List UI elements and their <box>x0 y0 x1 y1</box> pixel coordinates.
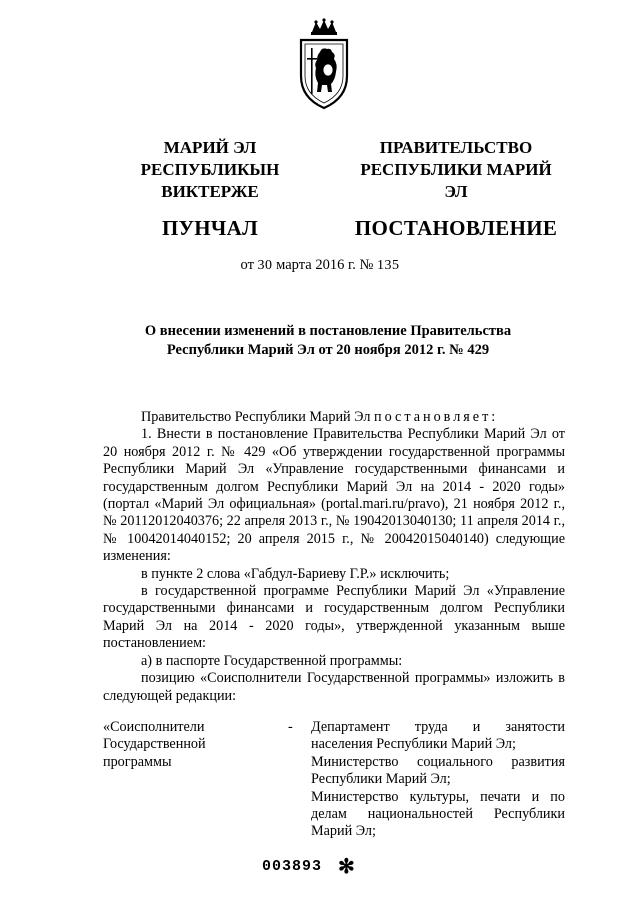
table-left-line3: программы <box>103 753 172 770</box>
header-left-doc-type: ПУНЧАЛ <box>161 216 259 240</box>
header-right-line1: ПРАВИТЕЛЬСТВО <box>379 138 533 157</box>
title-line1: О внесении изменений в постановление Правительства <box>144 323 512 339</box>
document-date-number <box>0 257 640 274</box>
header-russian <box>352 137 560 239</box>
document-body <box>103 409 565 705</box>
docline-prefix: от <box>240 257 254 273</box>
table-item: Департамент труда и занятости населения Республики Марий Эл; <box>311 719 565 753</box>
header-right-doc-type: ПОСТАНОВЛЕНИЕ <box>354 216 558 240</box>
header-left-line2: ВИКТЕРЖЕ <box>161 182 259 201</box>
coat-of-arms-emblem <box>298 18 350 110</box>
paragraph-3: в государственной программе Республики Марий Эл «Управление государственными финансами и государственным долгом Республики Марий Эл на 2014 - 2020 годы», утвержденной указанным выше постановлением: <box>103 583 565 652</box>
table-item: Министерство социального развития Республики Марий Эл; <box>311 753 565 788</box>
form-serial-number: 003893 <box>262 858 323 875</box>
table-left-line2: Государственной <box>103 736 206 753</box>
table-right-column <box>311 719 565 841</box>
paragraph-5: позицию «Соисполнители Государственной программы» изложить в следующей редакции: <box>103 670 565 704</box>
paragraph-1: 1. Внести в постановление Правительства Республики Марий Эл от 20 ноября 2012 г. № 429 «Об утверждении государственной программы Республики Марий Эл «Управление государственными финансами и государственным долгом Республики Марий Эл на 2014 - 2020 годы» (портал «Марий Эл официальная» (portal.mari.ru/pravo), 21 ноября 2012 г., № 20112012040376; 22 апреля 2013 г., № 19042013040130; 11 апреля 2014 г., № 10042014040152; 20 апреля 2015 г., № 20042015040140) следующие изменения: <box>103 426 565 565</box>
header-marian <box>96 137 324 239</box>
title-line2: Республики Марий Эл от 20 ноября 2012 г. № 429 <box>166 342 490 358</box>
paragraph-4: а) в паспорте Государственной программы: <box>141 652 403 669</box>
docline-month-year: марта 2016 г. № <box>276 257 374 273</box>
header-right-line2: РЕСПУБЛИКИ МАРИЙ ЭЛ <box>360 160 552 201</box>
preamble-verb: постановляет: <box>373 409 499 425</box>
header-left-line1: МАРИЙ ЭЛ РЕСПУБЛИКЫН <box>140 138 280 179</box>
table-item: Министерство культуры, печати и по делам национальностей Республики Марий Эл; <box>311 788 565 840</box>
paragraph-2: в пункте 2 слова «Габдул-Бариеву Г.Р.» исключить; <box>141 565 450 582</box>
docline-number: 135 <box>376 258 400 273</box>
paragraph-preamble <box>103 409 565 426</box>
document-title <box>96 322 560 360</box>
table-left-line1: «Соисполнители <box>103 719 205 735</box>
asterisk-mark: ✻ <box>338 856 355 878</box>
preamble-subject: Правительство Республики Марий Эл <box>141 409 371 425</box>
table-left-column <box>103 719 263 771</box>
table-dash: - <box>288 719 293 735</box>
docline-day: 30 <box>257 258 273 273</box>
